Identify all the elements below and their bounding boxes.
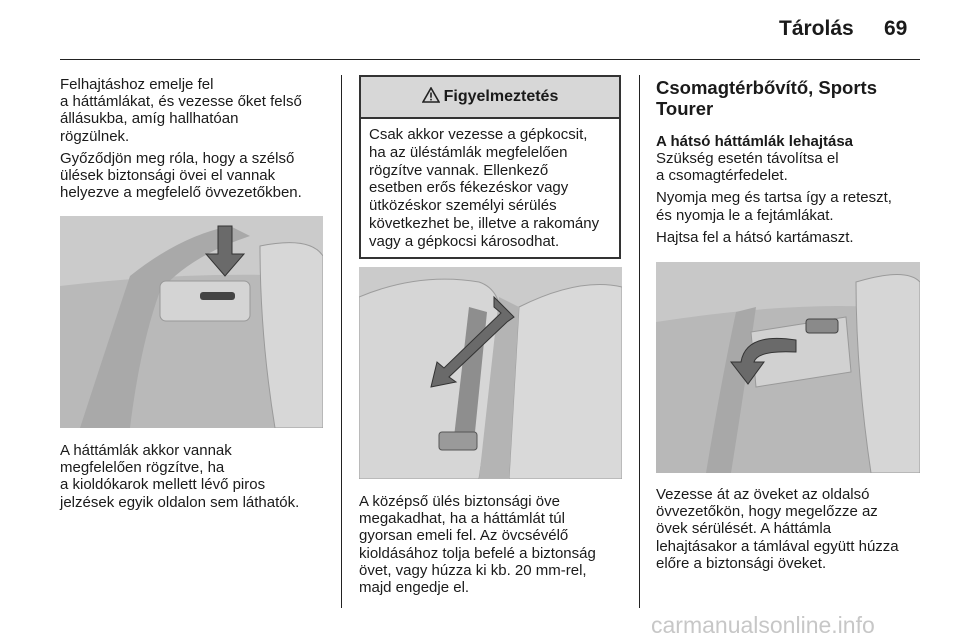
right-paragraph-3: Hajtsa fel a hátsó kartámaszt.: [656, 228, 854, 246]
illustration-seatback-release: [60, 216, 323, 428]
left-paragraph-3: A háttámlák akkor vannak megfelelően rögzítve, ha a kioldókarok mellett lévő piros jelzések egyik oldalon sem láthatók.: [60, 442, 300, 511]
middle-column-text: [359, 493, 634, 601]
warning-triangle-icon: [422, 87, 440, 108]
warning-title: Figyelmeztetés: [443, 88, 559, 105]
column-divider-left: [341, 75, 342, 608]
right-paragraph-2: Nyomja meg és tartsa így a reteszt, és nyomja le a fejtámlákat.: [656, 189, 892, 224]
left-paragraph-1: Felhajtáshoz emelje fel a háttámlákat, és vezesse őket felső állásukba, amíg hallhatóan rögzülnek.: [60, 76, 302, 145]
left-paragraph-2: Győződjön meg róla, hogy a szélső ülések biztonsági övei el vannak helyezve a megfelelő övvezetőkben.: [60, 149, 302, 202]
section-title: Csomagtérbővítő, Sports Tourer: [656, 77, 877, 119]
right-paragraph-1: Szükség esetén távolítsa el a csomagtérfedelet.: [656, 150, 839, 185]
column-divider-right: [639, 75, 640, 608]
right-paragraph-4: Vezesse át az öveket az oldalsó övvezetőkön, hogy megelőzze az övek sérülését. A háttámla lehajtásakor a támlával együtt húzza előre a biztonsági öveket.: [656, 486, 899, 572]
warning-box: [359, 75, 621, 259]
warning-header: [361, 77, 619, 119]
subsection-title: A hátsó háttámlák lehajtása: [656, 133, 854, 150]
illustration-armrest: [656, 262, 920, 473]
left-column-text-top: [60, 76, 335, 206]
middle-paragraph-1: A középső ülés biztonsági öve megakadhat, ha a háttámlát túl gyorsan emeli fel. Az övcsévélő kioldásához tolja befelé a biztonság övet, vagy húzza ki kb. 20 mm-rel, majd engedje el.: [359, 493, 596, 597]
right-column-text-bottom: [656, 486, 926, 577]
page-title: Tárolás: [779, 17, 854, 40]
left-column-text-bottom: [60, 442, 335, 516]
illustration-center-seatbelt: [359, 267, 622, 479]
warning-text: Csak akkor vezesse a gépkocsit, ha az üléstámlák megfelelően rögzítve vannak. Ellenkező esetben erős fékezéskor vagy ütközéskor személyi sérülés következhet be, illetve a rakomány vagy a gépkocsi károsodhat.: [369, 126, 600, 250]
page-number: 69: [884, 17, 908, 40]
right-column-text-top: [656, 77, 926, 251]
header-divider: [60, 59, 920, 60]
watermark: carmanualsonline.info: [651, 612, 875, 638]
